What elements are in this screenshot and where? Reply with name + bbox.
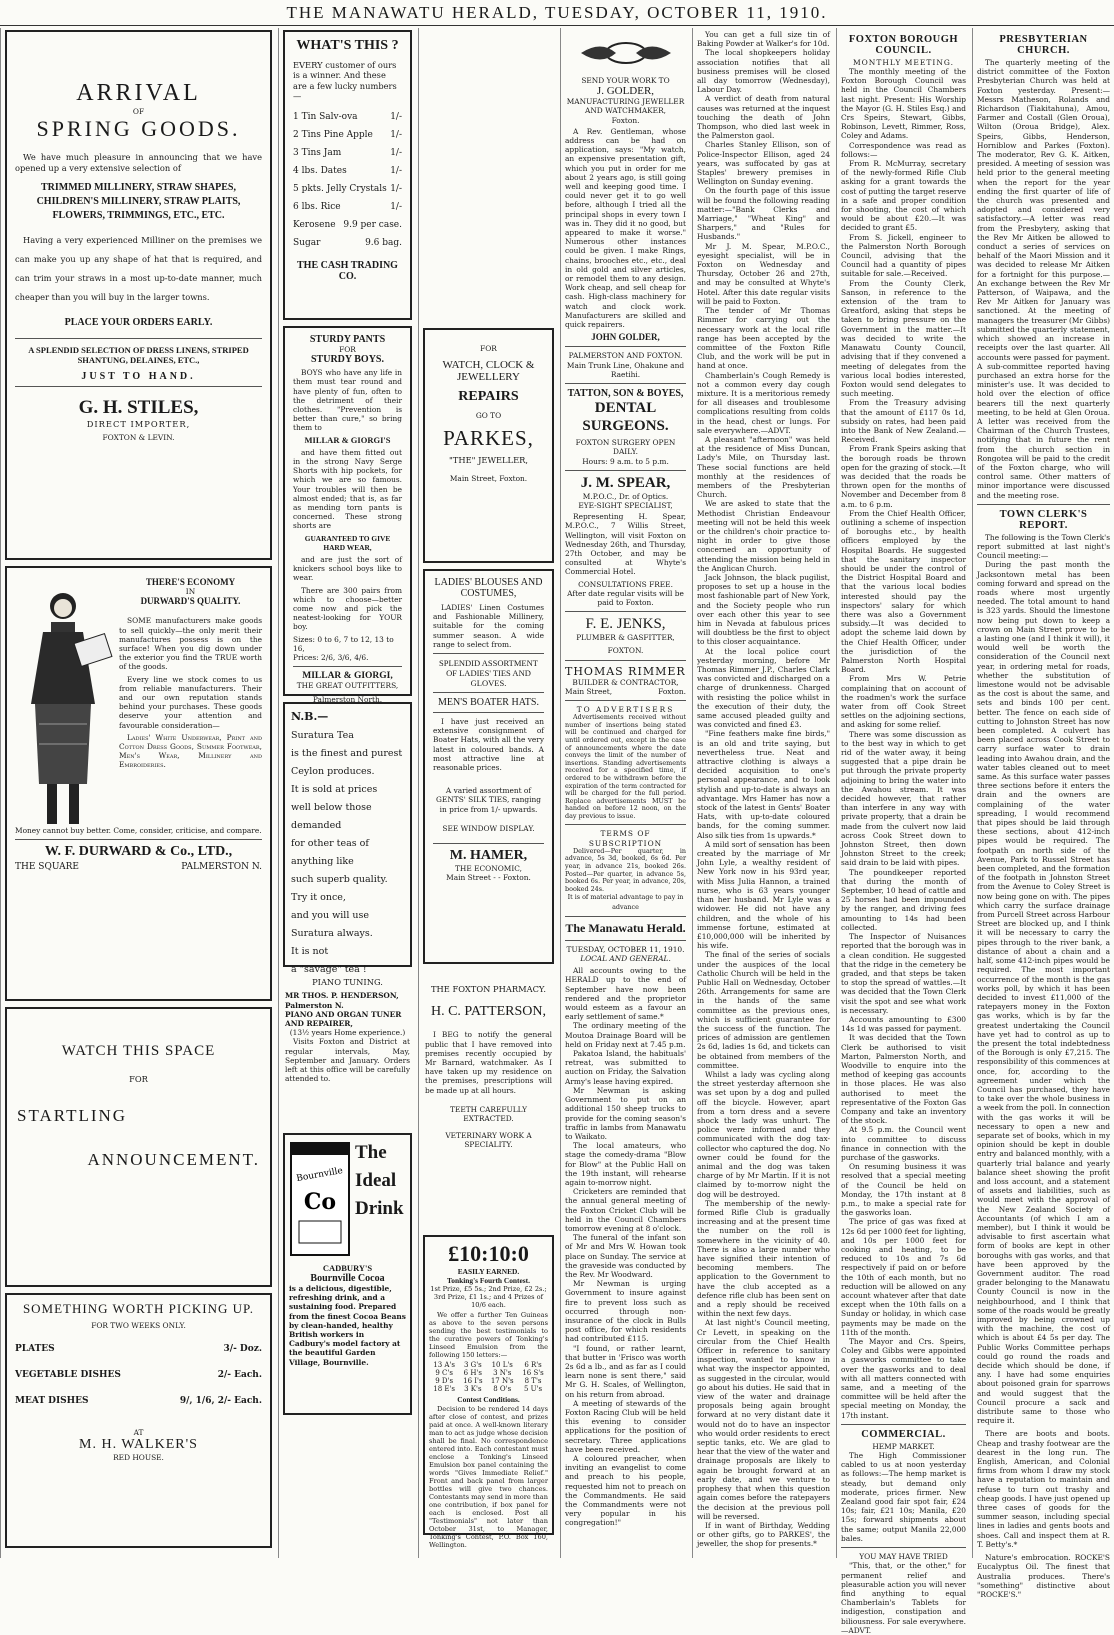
council-para: From the County Clerk, Sanson, in reference to the extension of the tram to Greatford, asking that steps be taken to bring pressure on the Government in the matter.—It was decided to write the Manawatu County Council, advising that if they convened a meeting of delegates from the various local bodies interested, Foxton would send delegates to such meeting. [841,278,966,399]
local-item: Pakatoa Island, the habituals' retreat, was submitted to auction on Friday, the Salvation Army's lease having expired. [565,1049,686,1086]
nb-line: well below those demanded [291,802,372,831]
nb-line: for other teas of [291,838,369,849]
whats-item: 1 Tin Salv-ova 1/- [293,111,402,122]
arrival-ad [5,30,272,560]
spear-body: Representing H. Spear, M.P.O.C., 7 Willis Street, Wellington, will visit Foxton on Wednesday 26th, and Thursday, 27th October, and may be consulted at Whyte's Commercial Hotel. [565,512,686,577]
council-para: From the Chief Health Officer, outlining a scheme of inspection of boroughs etc., by health officers employed by the Hospital Boards. He suggested that the sanitary inspector should be under the control of the District Hospital Board and that the various local bodies interested should pay the inspectors' salary for which there was also a Government subsidy.—It was decided to adopt the scheme laid down by the Chief Health Officer, under the jurisdiction of the Palmerston North Hospital Board. [841,508,966,675]
arrival-firm: G. H. STILES, [78,397,199,419]
arrival-towns: FOXTON & LEVIN. [102,433,175,443]
reading-woman-illustration [13,584,113,834]
watch-line-4: ANNOUNCEMENT. [87,1150,260,1170]
golder-send: SEND YOUR WORK TO [581,76,670,85]
dental-ad [565,351,686,465]
subscription-note: It is of material advantage to pay in advance [567,893,684,911]
arrival-milliner: Having a very experienced Milliner on the premises we can make you up any shape of hat that is required, and can trim your straws in a most up-to-date manner, much cheaper than you will buy in the larger towns. [15,235,262,303]
nb-line: Suratura Tea [291,730,354,741]
pharmacy-name: H. C. PATTERSON, [430,1004,546,1020]
hamer-boater: MEN'S BOATER HATS. [438,697,539,709]
hamer-silk: A varied assortment of GENTS' SILK TIES, ranging in price from 1/- upwards. [436,786,541,814]
presbyterian-para: The quarterly meeting of the district committee of the Foxton Presbyterian Church was held at Foxton yesterday. Present:—Messrs Matheson, Rolands and Richardson (Tiakitahuna), Amou, Farmer and Costall (Glen Oroua), Wilton (Oroua Bridge), Alex. Speirs, Gibbs, Henderson, Horniblow and Parkes (Foxton). The moderator, Rev G. K. Aitken, presided. A meeting of session was held prior to the general meeting when the report for the year ending the first quarter of life of the church was presented and adopted and considered very satisfactory.—A letter was read from the Presbytery, asking that the Rev Mr Aitken be allowed to conduct a series of services on behalf of the Maori Mission and it was decided to release Mr Aitken for a fortnight for this purpose.—An exchange between the Rev Mr Patterson, of Waipawa, and the Rev Mr Aitken for January was sanctioned. At the meeting of managers the treasurer (Mr Gibbs) submitted the quarterly statement, which showed an increase in receipts over the last quarter. All accounts were passed for payment. A sub-committee reported having purchased an extra horse for the minister's use. It was decided to hold over the election of office bearers till the next quarterly meeting, to be held at Glen Oroua. A letter was received from the Chairman of the Church Trustees, notifying that in future the rent from the church section in Rongotea will be paid to the credit of the Foxton charge, who will control same. Other matters of minor importance were discussed and the meeting rose. [977,58,1110,500]
news-item: You can get a full size tin of Baking Powder at Walker's for 10d. [697,30,830,49]
piano-body: Visits Foxton and District at regular intervals, May, September and January. Orders left at this office will be carefully attended to. [285,1037,410,1084]
nb-line: It is sold at prices [291,784,378,795]
arrival-of: OF [132,107,145,116]
nb-line: such superb quality. [291,874,388,885]
local-item: Cricketers are reminded that the annual general meeting of the Foxton Cricket Club will be held in the Council Chambers tomorrow evening at 8 o'clock. [565,1187,686,1233]
piano-years: (13½ years Home experience.) [289,1028,406,1038]
whats-item: 6 lbs. Rice 1/- [293,201,402,212]
news-item: If in want of Birthday, Wedding or other gifts, go to PARKES', the jeweller, the shop for presents.* [697,1520,830,1549]
parkes-ad [423,328,554,563]
whats-item: 5 pkts. Jelly Crystals 1/- [293,183,402,194]
hamer-street: Main Street - - Foxton. [446,873,531,883]
durward-lines: Ladies' White Underwear, Print and Cotton Dress Goods, Summer Footwear, Men's Wear, Millinery and Embroideries. [119,732,262,770]
nb-line: It is not [291,946,329,957]
whats-item: 4 lbs. Dates 1/- [293,165,402,176]
golder-body: A Rev. Gentleman, whose address can be had on application, says: "My watch, an expensive presentation gift, which you put in order for me about 2 years ago, is still going well and keeping good time. I could never get it to go well before, although I tried all the principal shops in every town I was in. They did it no good, but appeared to make it worse." Numerous other instances could be given. I make Rings, chains, brooches etc., etc., deal in old gold and silver articles, or remodel them to any design. Work cheap, and sell cheap for cash. High-class machinery for watch and clock work. Manufacturers are skilled and quick repairers. [565,126,686,330]
herald-date: TUESDAY, OCTOBER 11, 1910. [566,944,685,954]
column-2 [278,28,416,1558]
golder-sign: JOHN GOLDER, [591,332,660,343]
sturdy-firm: MILLAR & GIORGI'S [304,434,391,445]
nb-title: N.B.— [291,710,329,723]
hamer-window: SEE WINDOW DISPLAY. [442,823,535,833]
tonking-amount: £10:10:0 [448,1241,529,1266]
news-item: A mild sort of sensation has been created by the marriage of Mr John Lyle, a wealthy resident of New York now in his 93rd year, with Miss Julia Hannon, a trained nurse, who is 63 years younger than her husband. Mr Lyle was a widower. He did not have any children, and the whole of his immense fortune, estimated at £10,000,000 will be inherited by his wife. [697,839,830,951]
rimmer-street: Main Street, [565,686,613,696]
durward-money: Money cannot buy better. Come, consider, criticise, and compare. [15,825,262,835]
local-news [565,966,686,1527]
news-item: A verdict of death from natural causes was returned at the inquest touching the death of John Thompson, who died last week in the Palmerston gaol. [697,94,830,141]
dental-open: FOXTON SURGERY OPEN DAILY. [575,438,676,457]
arrival-importer: DIRECT IMPORTER, [86,419,191,430]
hamer-body1: LADIES' Linen Costumes and Fashionable Millinery, suitable for the coming summer season. A wide range to select from. [433,603,544,649]
council-para: The price of gas was fixed at 12s 6d per 1000 feet for lighting, and 10s per 1000 feet for cooking and heating, to be reduced to 10s and 7s 6d respectively if paid on or before the 10th of each month, but no reduction will be allowed on any account whatever after that date except when the 10th falls on a Sunday or holiday, in which case payments may be made on the 11th of the month. [841,1217,966,1337]
news-item: At last night's Council meeting, Cr Levett, in speaking on the circular from the Chief Health Officer in reference to sanitary inspection, wanted to know in what way the inspector appointed, as suggested in the circular, would go about his duties. He said that in view of the water and drainage proposals being again brought forward at no very distant date it would not do to have an inspector who would order residents to erect septic tanks, etc. We are glad to hear that the view of the water and drainage proposals are likely to again be brought forward at an early date, and we venture to prophesy that when this question again comes before the ratepayers the decision at the previous poll will be reversed. [697,1318,830,1521]
parkes-for: FOR [480,344,497,353]
durward-ad [5,566,272,1001]
news-item: The membership of the newly-formed Rifle Club is gradually increasing and at the present time the number on the roll is somewhere in the vicinity of 40. There is also a large number who have signified their intention of becoming members. The application to the Government to have the club accepted as a defence rifle club has been sent on and a reply should be received within the next few days. [697,1198,830,1319]
pharmacy-teeth: TEETH CAREFULLY EXTRACTED. [450,1104,527,1124]
sturdy-body4: There are 300 pairs from which to choose—better come now and pick the neatest-looking for YOUR boy. [293,585,402,632]
whats-this-ad [283,30,412,320]
piano-name: MR THOS. P. HENDERSON, Palmerston N. [285,991,399,1010]
worth-row: VEGETABLE DISHES 2/- Each. [15,1370,262,1381]
grid-row: 13 A's 3 G's 10 L's 6 R's [433,1361,542,1370]
parkes-street: Main Street, Foxton. [449,473,528,483]
tonking-conditions: Decision to be rendered 14 days after close of contest, and prizes paid at once. A well-known literary man to act as judge whose decision shall be final. No correspondence entered into. Each contestant must enclose a Tonking's Linseed Emulsion box panel containing the words "Gives Immediate Relief." Front and back panel from larger bottles will give two chances. Contestants may send in more than one contribution, if box panel for each is enclosed. Post all "Testimonials" not later than October 31st, to Manager, Tonking's Contest, P.O. Box 160, Wellington. [429,1404,548,1549]
dental-firm: TATTON, SON & BOYES, [567,388,684,400]
tonking-contest: Tonking's Fourth Contest. [447,1276,530,1286]
dental-line: Main Trunk Line, Ohakune and Raetihi. [566,360,685,379]
sturdy-outfitters: THE GREAT OUTFITTERS, [296,681,399,691]
herald-section: LOCAL AND GENERAL. [580,954,671,964]
worth-rows [15,1336,262,1414]
column-6 [836,28,970,1635]
sturdy-body3: and are just the sort of knickers school boys like to wear. [293,555,402,583]
piano-tuning-ad [283,973,412,1133]
hamer-ad [423,569,554,964]
nb-line: is the finest and purest [291,748,403,759]
hamer-name: M. HAMER, [449,848,528,864]
arrival-hand: JUST TO HAND. [81,371,196,383]
council-para: From S. Jickell, engineer to the Palmerston North Borough Council, advising that the Council had a quantity of pipes suitable for sale.—Received. [841,232,966,279]
tonking-prizes: 1st Prize, £5 5s.; 2nd Prize, £2 2s.; 3rd Prize, £1 1s.; and 4 Prizes of 10/6 each. [430,1285,547,1310]
spear-ad [565,475,686,607]
council-para: It was decided that the Town Clerk be authorised to visit Marton, Palmerston North, and Woodville to enquire into the method of keeping gas accounts in those places. He was also authorised to meet the representative of the Foxton Gas Company and take an inventory of the stock. [841,1033,966,1126]
clerk-para: There are boots and boots. Cheap and trashy footwear are the dearest in the long run. The English, American, and Colonial firms from whom I draw my stock have a reputation to maintain and refuse to turn out trashy and cheap goods. I have just opened up three cases of goods for the summer season, including special lines in ladies and gents boots and shoes. Call and inspect them at R. T. Betty's.* [977,1429,1110,1549]
advertisers-body: Advertisements received without number of insertions being stated will be continued and charged for until ordered out, except in the case of announcements where the date conveys the limit of the number of insertions. Standing advertisements received for a specified time, if ordered to be withdrawn before the expiration of the term contracted for will be charged for the full period. Replace advertisements MUST be handed on before 12 noon, on the day previous to issue. [565,713,686,820]
council-para: From Mrs W. Petrie complaining that on account of the roadmen's work the surface water from off Cook Street settles on the adjoining sections, and asking for some relief. [841,674,966,730]
tried-title: YOU MAY HAVE TRIED [859,1552,948,1562]
whats-item: 2 Tins Pine Apple 1/- [293,129,402,140]
tried-body: "This, that, or the other," for permanent relief and pleasurable action you will never find anything to equal Chamberlain's Tablets for indigestion, constipation and biliousness. For sale everywhere.—ADVT. [841,1561,966,1635]
nb-line: and you will use [291,910,369,921]
local-item: All accounts owing to the HERALD up to the end of September have now been rendered and the proprietor would esteem as a favour an early settlement of same.* [565,966,686,1022]
worth-row: PLATES 3/- Doz. [15,1344,262,1355]
news-item: Chamberlain's Cough Remedy is not a common every day cough mixture. It is a meritorious remedy for all diseases and troublesome complications resulting from colds in the head, chest or lungs. For sale everywhere.—ADVT. [697,370,830,435]
jenks-trade: PLUMBER & GASFITTER, [576,633,675,643]
nb-line: anything like [291,856,354,867]
hamer-title: LADIES' BLOUSES AND COSTUMES, [434,577,543,599]
tonking-conditions-title: Contest Conditions. [457,1395,520,1405]
local-item: Mr Newman is asking Government to put on an additional 150 sheep trucks to provide for the coming season's traffic in lambs from Manawatu to Waikato. [565,1085,686,1141]
news-item: Mr J. M. Spear, M.P.O.C., eyesight specialist, will be in Foxton on Wednesday and Thursday, October 26 and 27th, and may be consulted at Whyte's Hotel. After this date regular visits will be paid to Foxton. [697,241,830,306]
sturdy-prices: Prices: 2/6, 3/6, 4/6. [293,653,369,663]
cadbury-ad [283,1133,412,1415]
clerk-para: The following is the Town Clerk's report submitted at last night's Council meeting:— [977,532,1110,561]
council-para: Accounts amounting to £300 14s 1d was passed for payment. [841,1014,966,1034]
sturdy-town: Palmerston North. [312,694,383,704]
spear-name: J. M. SPEAR, [580,474,671,491]
spear-free: CONSULTATIONS FREE. [578,579,673,589]
nb-line: a "savage" tea ! [291,964,367,975]
piano-title: PIANO TUNING. [312,977,383,987]
council-para: At 9.5 p.m. the Council went into committee to discuss finance in connection with the purchase of the gasworks. [841,1125,966,1162]
pharmacy-title: THE FOXTON PHARMACY. [431,984,546,994]
jenks-name: F. E. JENKS, [585,616,666,633]
rimmer-ad [565,665,686,696]
column-3 [418,28,558,1558]
cadbury-side: The Ideal Drink [355,1142,404,1219]
council-para: On resuming business it was resolved that a special meeting of the Council be held on Monday, the 17th instant at 8 p.m., to make a special rate for the gasworks loan. [841,1162,966,1218]
parkes-the: "THE" JEWELLER, [448,455,529,466]
sturdy-title: STURDY PANTS [309,334,386,345]
grid-row: 18 E's 3 K's 8 O's 5 U's [433,1385,543,1394]
herald-title: The Manawatu Herald. [565,920,686,935]
dental-title: DENTAL SURGEONS. [582,400,669,435]
walker-ad [5,1293,272,1548]
arrival-dress: A SPLENDID SELECTION OF DRESS LINENS, STRIPED SHANTUNG, DELAINES, ETC., [28,345,249,366]
council-para: The monthly meeting of the Foxton Borough Council was held in the Council Chambers last night. Present: His Worship the Mayor (G. H. Stiles Esq.) and Crs Speirs, Stewart, Gibbs, Robinson, Levett, Rimmer, Ross, Coley and Adams. [841,67,966,141]
golder-name: J. GOLDER, [596,85,655,98]
council-para: Correspondence was read as follows:— [841,140,966,159]
worth-firm: M. H. WALKER'S [79,1437,198,1453]
tonking-earned: EASILY EARNED. [457,1267,520,1276]
piano-role: PIANO AND ORGAN TUNER AND REPAIRER, [285,1009,402,1029]
presbyterian-title: PRESBYTERIAN CHURCH. [999,34,1088,56]
spear-role: EYE-SIGHT SPECIALIST, [578,500,673,510]
durward-quality: DURWARD'S QUALITY. [140,596,241,607]
arrival-subtitle: SPRING GOODS. [36,116,241,142]
commercial-title: COMMERCIAL. [861,1428,946,1440]
news-item: The tender of Mr Thomas Rimmer for carrying out the necessary work at the local rifle range has been accepted by the committee of the Foxton Rifle Club, and the work will be put in hand at once. [697,306,830,371]
cadbury-body: is a delicious, digestible, refreshing drink, and a sustaining food. Prepared from the finest Cocoa Beans by clean-handed, healthy British workers in Cadbury's model factory at the beautiful Garden Village, Bournville. [289,1284,406,1367]
suratura-ad [283,702,412,975]
clerk-para: Nature's embrocation. ROCKE'S Eucalyptus Oil. The finest that Australia produces. There's "something" distinctive about "ROCKE'S." [977,1553,1110,1599]
whats-item: 3 Tins Jam 1/- [293,147,402,158]
parkes-watch: WATCH, CLOCK & JEWELLERY [442,359,535,384]
news-item: The local shopkeepers holiday association notifies that all business premises will be closed all day tomorrow (Wednesday), Labour Day. [697,48,830,95]
cocoa-tin-illustration [289,1139,351,1259]
local-item: A meeting of stewards of the Foxton Racing Club will be held this evening to consider applications for the position of secretary. Three applications have been received. [565,1398,686,1454]
subscription-title: TERMS OF SUBSCRIPTION [588,829,663,848]
clerk-title: TOWN CLERK'S REPORT. [999,508,1088,531]
arrival-intro: We have much pleasure in announcing that we have opened up a very extensive selection of [15,152,262,173]
watch-line-3: STARTLING [17,1106,128,1126]
jenks-town: FOXTON. [607,646,644,656]
hamer-ties: SPLENDID ASSORTMENT OF LADIES' TIES AND GLOVES. [439,658,538,689]
pharmacy-ad [423,970,554,1235]
golder-town: Foxton. [611,115,640,125]
parkes-name: PARKES, [443,426,534,451]
durward-square: THE SQUARE [15,861,79,872]
column-7 [972,28,1114,1599]
advertisers-title: TO ADVERTISERS [576,704,675,714]
golder-trade: MANUFACTURING JEWELLER AND WATCHMAKER, [566,97,685,116]
sturdy-body1: BOYS who have any life in them must tear round and have plenty of fun, often to the detriment of their clothes. "Prevention is better than cure," so bring them to [293,368,402,433]
council-para: From R. McMurray, secretary of the newly-formed Rifle Club asking for a grant towards the cost of putting the target reserve in a safe and proper condition for shooting, the cost of which would be about £20.—It was decided to grant £5. [841,159,966,233]
whats-item: Kerosene 9.9 per case. [293,219,402,230]
subscription-notice [565,829,686,911]
nb-line: Ceylon produces. [291,766,375,777]
column-1 [0,28,276,1558]
svg-text:Co: Co [303,1189,337,1215]
worth-title: SOMETHING WORTH PICKING UP. [22,1301,255,1316]
hamer-body2: I have just received an extensive consignment of Boater Hats, with all the very latest in coloured bands. A most attractive line at reasonable prices. [433,717,544,773]
sturdy-sizes: Sizes: 0 to 6, 7 to 12, 13 to 16, [293,634,394,653]
ornament-illustration [571,36,681,70]
council-para: From the Treasury advising that the amount of £117 0s 1d, subsidy on rates, had been paid into the Bank of New Zealand.—Received. [841,398,966,445]
parkes-goto: GO TO [475,411,502,421]
masthead: THE MANAWATU HERALD, TUESDAY, OCTOBER 11, 1910. [0,0,1114,26]
news-item: A pleasant "afternoon" was held at the residence of Miss Duncan, Lady's Mile, on Thursday last. These social functions are held monthly at the residences of members of the Presbyterian Church. [697,434,830,500]
council-title: FOXTON BOROUGH COUNCIL. [848,34,959,56]
whats-intro: EVERY customer of ours is a winner. And these are a few lucky numbers— [293,60,397,102]
tonking-letters-grid [429,1361,548,1393]
hemp-title: HEMP MARKET. [872,1441,935,1451]
grid-row: 9 D's 16 I's 17 N's 8 T's [435,1377,542,1386]
worth-at: AT [133,1428,144,1438]
durward-in: IN [185,587,196,597]
sturdy-firm2: MILLAR & GIORGI, [302,671,393,682]
dental-towns: PALMERSTON AND FOXTON. [568,351,683,361]
sturdy-guaranteed: GUARANTEED TO GIVE HARD WEAR, [304,533,391,552]
dental-hours: Hours: 9 a.m. to 5 p.m. [582,456,669,466]
worth-row: MEAT DISHES 9/, 1/6, 2/- Each. [15,1396,262,1407]
spear-after: After date regular visits will be paid to Foxton. [567,588,684,607]
council-sub: MONTHLY MEETING. [852,58,955,67]
jenks-ad [565,616,686,655]
svg-text:Bournville: Bournville [295,1166,344,1185]
grid-row: 9 C's 6 H's 3 N's 16 S's [435,1369,544,1378]
rimmer-trade: BUILDER & CONTRACTOR, [572,677,679,687]
rimmer-town: Foxton. [658,686,686,696]
durward-town: PALMERSTON N. [181,861,262,872]
spear-quals: M.P.O.C., Dr. of Optics. [582,491,669,501]
sturdy-pants-ad [283,326,412,704]
watch-line-1: WATCH THIS SPACE [61,1043,216,1059]
tonking-ad [423,1235,554,1549]
local-item: Mr Newman is urging Government to insure against fire to prevent loss such as occurred through non-insurance of the clock in Bulls post office, for which residents had contributed £115. [565,1279,686,1344]
local-item: The ordinary meeting of the Moutoa Drainage Board will be held on Friday next at 7.45 p.m. [565,1021,686,1049]
news-item: Jack Johnson, the black pugilist, proposes to set up a house in the most fashionable part of New York, and the Society people who run over each other this year to see him in Nevada at fabulous prices will doubtless be the first to object to this closer acquaintance. [697,572,830,647]
golder-ad [565,76,686,342]
news-item: On the fourth page of this issue will be found the following reading matter:—"Bank Clerks and Marriage," "Wheat King" and Sharpers," and "Rules for Husbands." [697,186,830,242]
news-item: The final of the series of socials under the auspices of the local Catholic Church will be held in the Public Hall on Wednesday, October 26th. Arrangements for same are in the hands of the same committee as the previous ones, which is sufficient guarantee for the success of the function. The prices of admission are gentlemen 2s 6d, ladies 1s 6d, and tickets can be obtained from members of the committee. [697,950,830,1070]
local-item: A coloured preacher, when inviting an evangelist to come and preach to his people, requested him not to preach on the Commandments. He said the Commandments were not very popular in his congregation!" [565,1454,686,1528]
clerk-para: During the past month the Jacksontown metal has been coming forward and spread on the roads where most urgently needed. The total amount to hand is 323 yards. Should the limestone now being put down to keep a crown on Main Street prove to be a lasting one (and I think it will), it would well be worth the consideration of the Council next year, in ordering metal for roads, whether the substitution of limestone would not be advisable as the cost is about the same, and sets and binds 100 per cent. better. The fence on each side of cutting to Johnston Street has now been completed. A culvert has been placed across Cook Street to carry surface water to drain leading into Awahou drain, and the water tables cleaned out to meet same. As this surface water passes three sections before it enters the drain and the owners are complaining of the water spreading, I would recommend that pipes should be laid through these sections, about 412-inch pipes would be required. The footpath on north side of the Avenue, Park to Russel Street has been completed, and the formation of the footpath in Johnston Street from the Avenue to Coley Street is now being gone on with. The pipes which carry the surface drainage from Purcell Street across Harbour Street are blocked up, and I think it will be necessary to carry the pipes through to the river bank, a distance of about a chain and a half, some 412-inch pipes would be required. The most important occurrence of the month is the gas works poll, by which it has been decided to invest £11,000 of the ratepayers money in the Foxton gas works, which is by far the greatest undertaking the Council have yet had to control as up to the present the total indebtedness of the Borough is only £7,215. The responsibility of this commences at once, for, according to the agreement under which the Council has purchased, they have to take over the whole business in a week from the poll. In connection with the gas works it will be necessary to open a new and separate set of books, which in my opinion should be kept in double entry and balanced monthly, with a quarterly trial balance and yearly balance sheet showing the profit and loss account, and a statement of assets and liabilities, such as would meet with the approval of the New Zealand Society of Accountants (of which I am a member), but I think it would be advisable to first ascertain what form of books are kept in other boroughs with gas works, and that have been approved by the Government auditor. The road grader belonging to the Manawatu County Council is now in the neighbourhood, and I think that some of the roads would be greatly improved by being crowned up with the machine, the cost of which is about £4 5s per day. The Public Works Committee perhaps could go round the roads and decide which should be done, if any. I have had some enquiries about poisoned grain for sparrows and would suggest that the Council procure a sack and distribute same to those who require it. [977,560,1110,1426]
nb-line: Suratura always. [291,928,373,939]
durward-economy: THERE'S ECONOMY [145,577,236,587]
hemp-body: The High Commissioner cabled to us at noon yesterday as follows:—The hemp market is steady, but demand only moderate, prices firmer. New Zealand good fair spot fair, £24 10s; fair, £21 10s; Manila, £20 15s; forward shipments about the same; output Manila 22,000 bales. [841,1451,966,1543]
news-item: Whilst a lady was cycling along the street yesterday afternoon she was set upon by a dog and pulled off the bicycle. However, apart from a torn dress and a severe shock the lady was unhurt. The police were informed and they communicated with the dog tax-collector who captured the dog. No owner could be found for the animal and the dog was taken charge of by Mr Martin. If it is not claimed by to-morrow night the dog will be destroyed. [697,1069,830,1199]
hamer-economic: THE ECONOMIC, [455,864,522,874]
council-para: From Frank Speirs asking that the borough roads be thrown open for the grazing of stock.—It was decided that the roads be thrown open for the months of November and December from 8 a.m. to 6 p.m. [841,444,966,509]
news-item: "Fine feathers make fine birds," is an old and trite saying, but nevertheless true. Neat and attractive clothing is always a decided acquisition to one's personal appearance, and to look stylish and up-to-date is always an advantage. Mrs Hamer has now a stock of the latest in Gents' Boater Hats, with up-to-date coloured bands, for the coming summer. Also silk ties from 1s upwards.* [697,729,830,840]
watch-space-ad [5,1007,272,1287]
news-item: At the local police court yesterday morning, before Mr Thomas Rimmer J.P., Charles Clark was convicted and discharged on a charge of drunkenness. Charged with resisting the police whilst in the execution of their duty, the same accused pleaded guilty and was convicted and fined £3. [697,646,830,730]
local-item: The funeral of the infant son of Mr and Mrs W. Howan took place on Sunday. The service at the graveside was conducted by the Rev. Mr Woodward. [565,1233,686,1279]
council-para: The Inspector of Nuisances reported that the borough was in a clean condition. He suggested that the ridge in the cemetery be graded, and that steps be taken to stop the spread of wattles.—It was decided that the Town Clerk visit the spot and see what work is necessary. [841,932,966,1015]
news-item: Charles Stanley Ellison, son of Police-Inspector Ellison, aged 24 years, was suffocated by gas at Staples' brewery premises in Wellington on Sunday evening. [697,140,830,187]
cadbury-product: Bournville Cocoa [310,1273,385,1284]
local-item: "I found, or rather learnt, that butter in 'Frisco was worth 2s 6d a lb., and as far as I could learn none is sent there," said Mr G. H. Scales, of Wellington, on his return from abroad. [565,1343,686,1399]
council-para: There was some discussion as to the best way in which to get rid of the water away, it being suggested that a pipe drain be put through the private property adjoining to bring the water into the Awahou stream. It was decided however, that rather than interfere in any way with private property, that a drain be made from the culvert now laid across Cook Street down to Johnston Street, then down Johnston Street to the creek; said drain to be laid with pipes. [841,729,966,868]
watch-line-2: FOR [129,1074,148,1084]
pharmacy-body: I BEG to notify the general public that I have removed into premises recently occupied by Mr Barnard, watchmaker. As I have taken up my residence on the premises, prescriptions will be made up at all hours. [425,1030,552,1095]
sturdy-for: FOR [339,345,356,354]
whats-title: WHAT'S THIS ? [296,38,399,53]
nb-line: Try it once, [291,892,346,903]
arrival-lines: TRIMMED MILLINERY, STRAW SHAPES, CHILDREN'S MILLINERY, STRAW PLAITS, FLOWERS, TRIMMINGS, ETC., ETC. [36,182,241,222]
parkes-repairs: REPAIRS [458,389,519,405]
pharmacy-vet: VETERINARY WORK A SPECIALITY. [445,1131,532,1150]
column-5 [692,28,834,1558]
worth-sub: FOR TWO WEEKS ONLY. [91,1321,186,1330]
local-item: The local amateurs, who stage the comedy-drama "Blow for Blow" at the Public Hall on the 19th instant, will rehearse again to-morrow night. [565,1141,686,1187]
whats-item: Sugar 9.6 bag. [293,237,402,248]
durward-body1: SOME manufacturers make goods to sell quickly—the only merit their manufactures possess is on the surface! When you dig down under the exterior you find the TRUE worth of the goods. [119,616,262,672]
durward-body2: Every line we stock comes to us from reliable manufacturers. Their and our own reputation stands behind your purchases. These goods deserve your attention and favourable consideration— [119,674,262,730]
cadbury-firm: CADBURY'S [322,1263,373,1273]
arrival-title: ARRIVAL [76,80,201,106]
advertisers-notice [565,705,686,821]
news-item: We are asked to state that the Methodist Christian Endeavour meeting will not be held this week or the children's choir practice to-night in order to give those concerned an opportunity of attending the mission being held in the Anglican Church. [697,499,830,573]
column-4 [560,28,690,1558]
whats-firm: THE CASH TRADING CO. [297,259,398,282]
sturdy-boys: STURDY BOYS. [311,354,384,366]
council-para: The Mayor and Crs. Speirs, Coley and Gibbs were appointed a gasworks committee to take over the gasworks and to deal with all matters connected with same, and a meeting of the committee will be held after the special meeting on Monday, the 17th instant. [841,1337,966,1420]
arrival-orders: PLACE YOUR ORDERS EARLY. [64,317,213,329]
tonking-offer: We offer a further Ten Guineas as above to the seven persons sending the best testimonials to the curative powers of Tonking's Linseed Emulsion from the following 150 letters:— [429,1311,548,1360]
council-para: The poundkeeper reported that during the month of September, 10 head of cattle and 25 horses had been impounded by the ranger, and driving fees amounting to 14s had been collected. [841,867,966,932]
rimmer-name: THOMAS RIMMER [565,664,686,678]
subscription-body: Delivered—Per quarter, in advance, 5s 3d, booked, 6s 6d. Per year, in advance 21s, booked 26s. Posted—Per quarter, in advance 5s, booked 6s. Per year, in advance, 20s, booked 24s. [565,846,686,893]
sturdy-body2: and have them fitted out in the strong Navy Serge Shorts with hip pockets, for which we are so famous. Your troubles will then be almost ended; that is, as far as mending torn pants is concerned. These strong shorts are [293,447,402,531]
worth-house: RED HOUSE. [113,1453,164,1463]
durward-firm: W. F. DURWARD & Co., LTD., [44,843,233,859]
